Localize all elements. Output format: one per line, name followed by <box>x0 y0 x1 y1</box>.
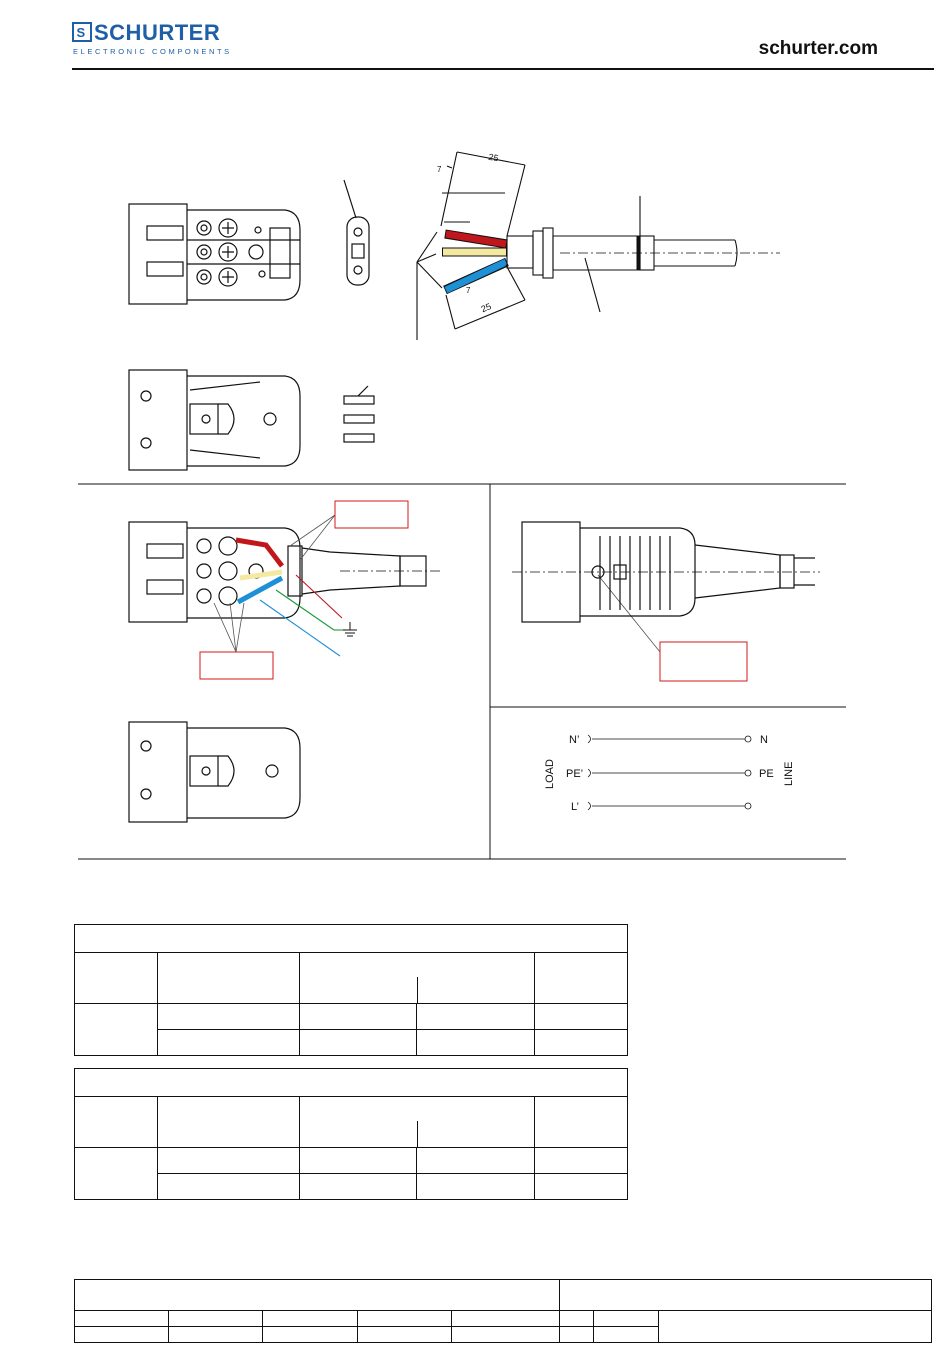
strip-dim-upper-short: 7 <box>437 165 442 174</box>
stripped-cable <box>417 152 780 340</box>
terminal-n: N <box>760 734 768 746</box>
terminal-pe: PE <box>759 768 774 780</box>
title-block <box>74 1279 932 1343</box>
callout-box-terminal <box>200 652 273 679</box>
table-2-title <box>75 1069 628 1097</box>
terminal-pe-prime: PE’ <box>566 768 584 780</box>
table-1-title <box>75 925 628 953</box>
terminal-l-prime: L’ <box>571 801 579 813</box>
strip-dim-lower-short: 7 <box>466 286 471 295</box>
svg-text:SCHURTER: SCHURTER <box>94 20 221 45</box>
svg-text:ELECTRONIC COMPONENTS: ELECTRONIC COMPONENTS <box>73 47 232 56</box>
wire-leads <box>260 575 346 656</box>
spec-table-2 <box>74 1068 628 1200</box>
wiring-schematic <box>588 735 751 810</box>
callout-box-torque <box>335 501 408 528</box>
connector-open-view <box>129 204 300 304</box>
load-label: LOAD <box>544 759 556 789</box>
strip-dim-upper-long: 25 <box>487 151 500 164</box>
connector-side-view <box>512 522 820 622</box>
earth-symbol-icon <box>343 622 357 636</box>
connector-wired-view <box>129 522 440 622</box>
line-label: LINE <box>783 761 795 786</box>
terminal-n-prime: N’ <box>569 734 580 746</box>
callout-box-screw <box>660 642 747 681</box>
svg-text:S: S <box>76 25 86 40</box>
strain-relief-clamp <box>344 180 369 285</box>
wired-conductors <box>236 540 282 602</box>
spec-table-1 <box>74 924 628 1056</box>
strip-dim-lower-long: 25 <box>479 301 493 315</box>
website-url[interactable]: schurter.com <box>758 38 878 59</box>
connector-cover-view <box>129 370 374 470</box>
connector-closed-view <box>129 722 300 822</box>
